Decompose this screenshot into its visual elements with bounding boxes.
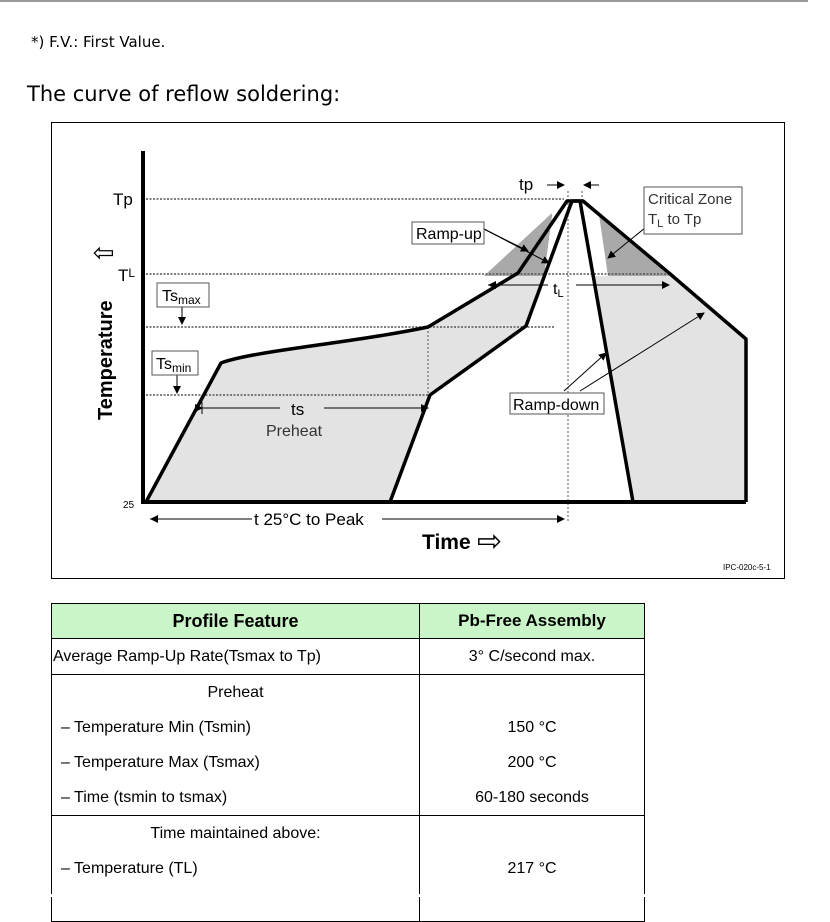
tsmax-label: Tsmax xyxy=(162,288,201,307)
preheat-blank xyxy=(420,675,644,710)
y-axis-arrow-icon: ⇧ xyxy=(89,242,119,264)
ramp-up-label: Ramp-up xyxy=(416,226,482,243)
header-pb-free-assembly: Pb-Free Assembly xyxy=(420,604,645,639)
maintained-time-label xyxy=(52,886,419,921)
critical-zone-range: $T_L$ to Tp xyxy=(648,211,702,230)
profile-table xyxy=(51,603,645,922)
ramp-up-arrow-2 xyxy=(484,229,528,251)
preheat-time-value: 60-180 seconds xyxy=(475,789,589,806)
ramp-up-rate-label: Average Ramp-Up Rate(Tsmax to Tp) xyxy=(53,648,321,665)
section-title: The curve of reflow soldering: xyxy=(27,82,341,106)
table-header-row xyxy=(52,604,645,639)
table-row xyxy=(52,816,645,922)
header-profile-feature: Profile Feature xyxy=(52,604,420,639)
t25-arrowhead-left xyxy=(150,515,158,523)
footnote: *) F.V.: First Value. xyxy=(31,33,166,51)
preheat-label: Preheat xyxy=(266,423,323,440)
origin-25-label: 25 xyxy=(123,500,135,511)
preheat-title: Preheat xyxy=(207,684,264,701)
ramp-up-rate-value: 3° C/second max. xyxy=(468,648,596,665)
time-arrow-icon: ⇨ xyxy=(477,525,503,558)
preheat-time-label: – Time (tsmin to tsmax) xyxy=(61,789,228,806)
reflow-curve-figure xyxy=(51,122,785,579)
tp-time-label: tp xyxy=(519,175,534,194)
maintained-temp-value: 217 °C xyxy=(507,860,557,877)
table-row xyxy=(52,639,645,675)
tl-temp-label: $T^L$ xyxy=(118,266,136,285)
tl-time-label: tL xyxy=(553,281,564,300)
maintained-temp-label: – Temperature (TL) xyxy=(61,860,198,877)
time-label: Time xyxy=(422,531,471,554)
preheat-temp-min-label: – Temperature Min (Tsmin) xyxy=(61,719,251,736)
top-divider xyxy=(0,0,808,2)
t25-label: t 25°C to Peak xyxy=(254,510,364,529)
maintained-blank xyxy=(420,816,644,851)
preheat-temp-max-value: 200 °C xyxy=(507,754,557,771)
critical-zone-title: Critical Zone xyxy=(648,191,733,208)
y-axis-label: Temperature xyxy=(95,300,117,420)
maintained-time-value xyxy=(420,886,644,921)
tsmin-label: Tsmin xyxy=(156,356,192,375)
preheat-temp-min-value: 150 °C xyxy=(507,719,557,736)
critical-zone-left xyxy=(484,213,552,276)
tp-temp-label: Tp xyxy=(113,190,133,209)
table-row xyxy=(52,675,645,816)
maintained-title: Time maintained above: xyxy=(150,825,321,842)
ts-label: ts xyxy=(291,400,305,419)
figure-code-label: IPC-020c-5-1 xyxy=(723,563,771,572)
ramp-down-label: Ramp-down xyxy=(513,397,600,414)
preheat-temp-max-label: – Temperature Max (Tsmax) xyxy=(61,754,260,771)
